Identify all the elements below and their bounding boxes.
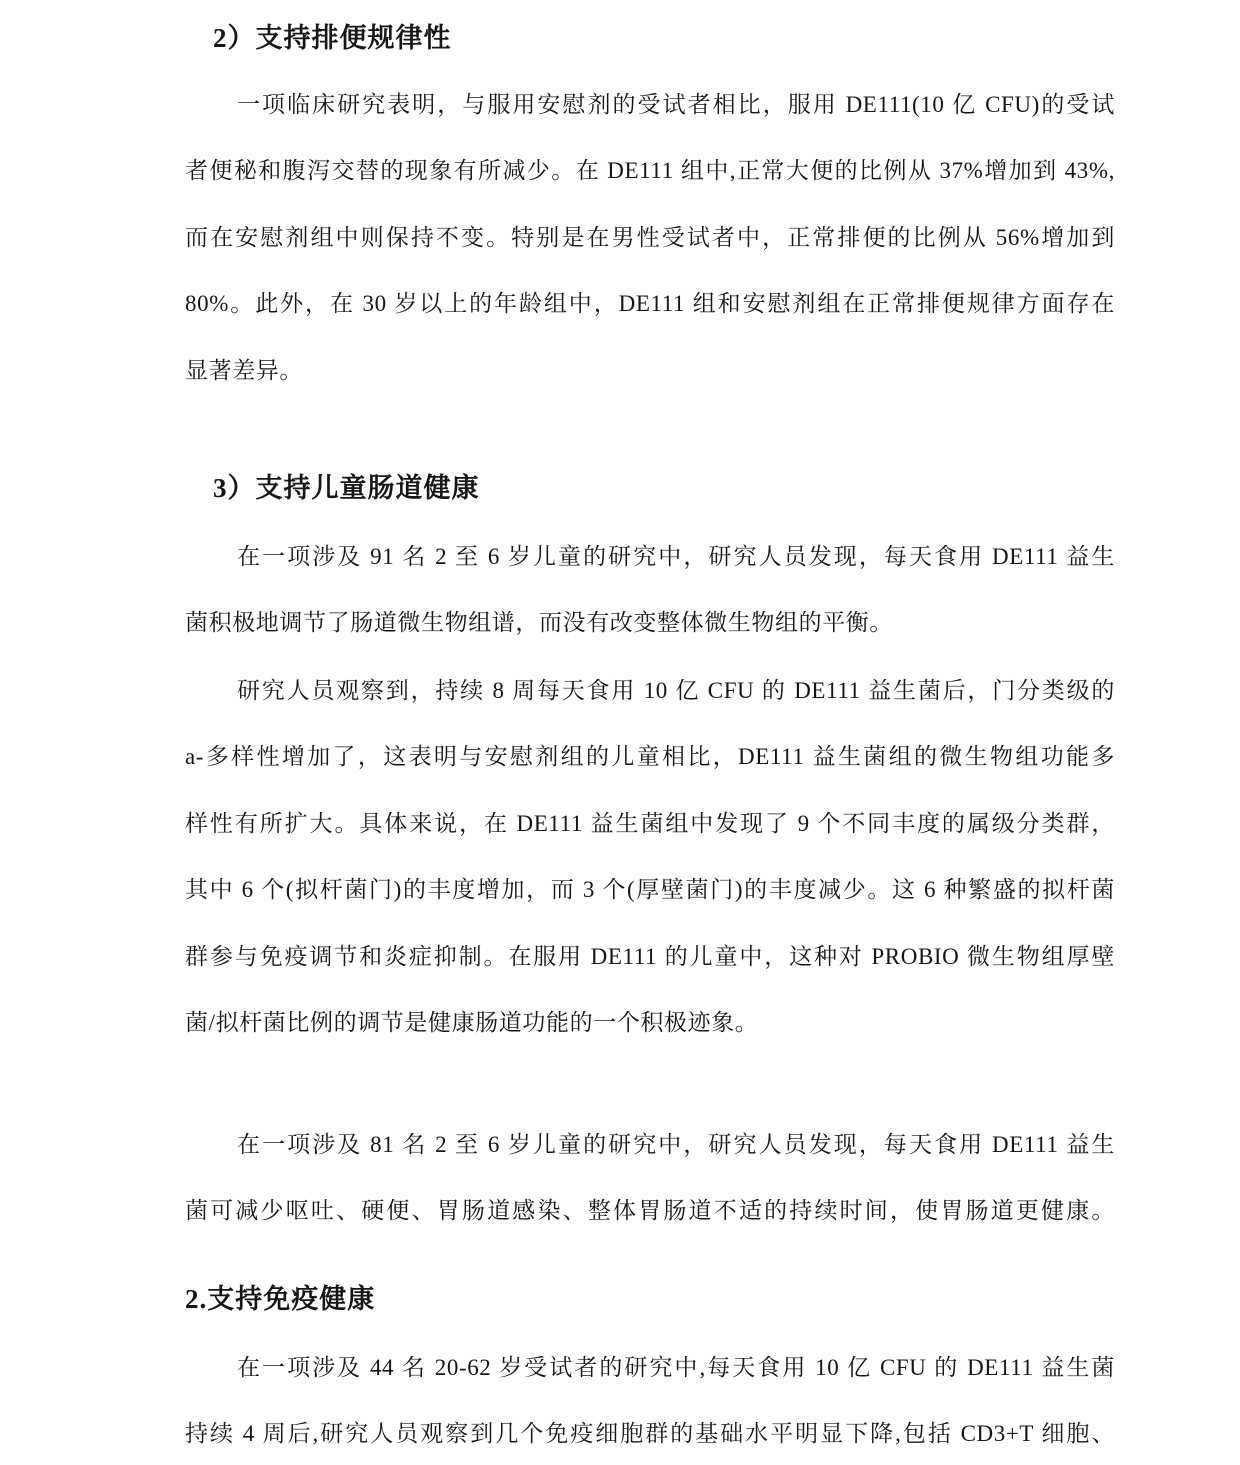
text-line: 持续 4 周后,研究人员观察到几个免疫细胞群的基础水平明显下降,包括 CD3+T 细胞、	[185, 1421, 1115, 1447]
paragraph-bowel-regularity	[185, 72, 1115, 404]
paragraph-child-gut-2	[185, 658, 1115, 1056]
text-line: a-多样性增加了，这表明与安慰剂组的儿童相比，DE111 益生菌组的微生物组功能多	[185, 744, 1115, 770]
text-line: 80%。此外，在 30 岁以上的年龄组中，DE111 组和安慰剂组在正常排便规律方面存在	[185, 291, 1115, 317]
text-line: 显著差异。	[185, 357, 303, 383]
text-line: 而在安慰剂组中则保持不变。特别是在男性受试者中，正常排便的比例从 56%增加到	[185, 224, 1115, 250]
heading-immune-health: 2.支持免疫健康	[185, 1284, 376, 1314]
paragraph-child-gut-1	[185, 524, 1115, 657]
paragraph-child-gut-3	[185, 1112, 1115, 1245]
text-line: 一项临床研究表明，与服用安慰剂的受试者相比，服用 DE111(10 亿 CFU)的受试	[237, 92, 1115, 117]
text-line: 样性有所扩大。具体来说，在 DE111 益生菌组中发现了 9 个不同丰度的属级分类群，	[185, 810, 1115, 836]
heading-child-gut-health: 3）支持儿童肠道健康	[213, 473, 480, 503]
text-line: 研究人员观察到，持续 8 周每天食用 10 亿 CFU 的 DE111 益生菌后，门分类级的	[237, 678, 1115, 703]
text-line: 其中 6 个(拟杆菌门)的丰度增加，而 3 个(厚壁菌门)的丰度减少。这 6 种繁盛的拟杆菌	[185, 877, 1115, 903]
text-line: 群参与免疫调节和炎症抑制。在服用 DE111 的儿童中，这种对 PROBIO 微生物组厚壁	[185, 943, 1115, 969]
text-line: 菌/拟杆菌比例的调节是健康肠道功能的一个积极迹象。	[185, 1009, 759, 1035]
text-line: 在一项涉及 91 名 2 至 6 岁儿童的研究中，研究人员发现，每天食用 DE111 益生	[237, 544, 1115, 569]
text-line: 者便秘和腹泻交替的现象有所减少。在 DE111 组中,正常大便的比例从 37%增加到 43%,	[185, 158, 1115, 184]
text-line: 在一项涉及 44 名 20-62 岁受试者的研究中,每天食用 10 亿 CFU 的 DE111 益生菌	[237, 1355, 1115, 1380]
text-line: 菌积极地调节了肠道微生物组谱，而没有改变整体微生物组的平衡。	[185, 610, 893, 636]
text-line: 在一项涉及 81 名 2 至 6 岁儿童的研究中，研究人员发现，每天食用 DE111 益生	[237, 1132, 1115, 1157]
heading-bowel-regularity: 2）支持排便规律性	[213, 23, 452, 53]
text-line: 菌可减少呕吐、硬便、胃肠道感染、整体胃肠道不适的持续时间，使胃肠道更健康。	[185, 1198, 1115, 1224]
paragraph-immune	[185, 1335, 1115, 1465]
